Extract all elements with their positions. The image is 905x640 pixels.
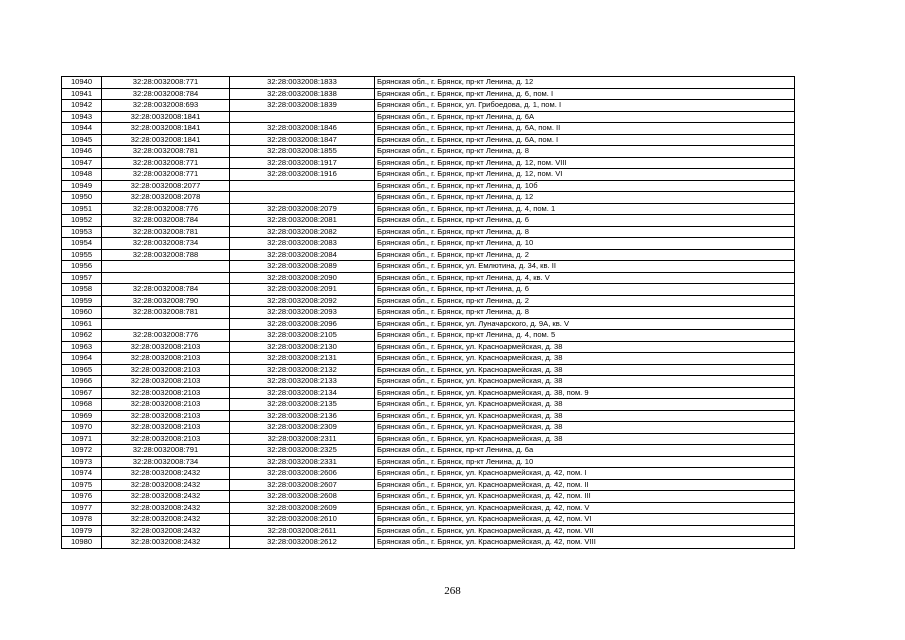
table-row <box>62 77 795 89</box>
table-row <box>62 307 795 319</box>
object-cadastral-cell: 32:28:0032008:2612 <box>230 537 375 549</box>
parcel-cadastral-cell: 32:28:0032008:790 <box>102 295 230 307</box>
row-number-cell: 10955 <box>62 249 102 261</box>
address-cell: Брянская обл., г. Брянск, пр-кт Ленина, д. 8 <box>375 226 795 238</box>
address-cell: Брянская обл., г. Брянск, пр-кт Ленина, д. 2 <box>375 295 795 307</box>
parcel-cadastral-cell: 32:28:0032008:2103 <box>102 341 230 353</box>
row-number-cell: 10980 <box>62 537 102 549</box>
parcel-cadastral-cell <box>102 261 230 273</box>
object-cadastral-cell <box>230 192 375 204</box>
address-cell: Брянская обл., г. Брянск, ул. Луначарского, д. 9А, кв. V <box>375 318 795 330</box>
table-row <box>62 192 795 204</box>
object-cadastral-cell: 32:28:0032008:2610 <box>230 514 375 526</box>
address-cell: Брянская обл., г. Брянск, пр-кт Ленина, д. 4, пом. 5 <box>375 330 795 342</box>
table-row <box>62 399 795 411</box>
table-row <box>62 157 795 169</box>
object-cadastral-cell: 32:28:0032008:1839 <box>230 100 375 112</box>
parcel-cadastral-cell: 32:28:0032008:1841 <box>102 111 230 123</box>
parcel-cadastral-cell <box>102 272 230 284</box>
row-number-cell: 10972 <box>62 445 102 457</box>
row-number-cell: 10948 <box>62 169 102 181</box>
address-cell: Брянская обл., г. Брянск, пр-кт Ленина, д. 2 <box>375 249 795 261</box>
address-cell: Брянская обл., г. Брянск, ул. Красноармейская, д. 42, пом. III <box>375 491 795 503</box>
row-number-cell: 10940 <box>62 77 102 89</box>
parcel-cadastral-cell: 32:28:0032008:788 <box>102 249 230 261</box>
address-cell: Брянская обл., г. Брянск, ул. Красноармейская, д. 38 <box>375 376 795 388</box>
object-cadastral-cell: 32:28:0032008:1916 <box>230 169 375 181</box>
parcel-cadastral-cell: 32:28:0032008:2103 <box>102 399 230 411</box>
address-cell: Брянская обл., г. Брянск, пр-кт Ленина, д. 6а <box>375 445 795 457</box>
row-number-cell: 10974 <box>62 468 102 480</box>
address-cell: Брянская обл., г. Брянск, ул. Красноармейская, д. 38 <box>375 364 795 376</box>
parcel-cadastral-cell: 32:28:0032008:2432 <box>102 514 230 526</box>
table-row <box>62 341 795 353</box>
parcel-cadastral-cell: 32:28:0032008:776 <box>102 203 230 215</box>
address-cell: Брянская обл., г. Брянск, пр-кт Ленина, д. 8 <box>375 146 795 158</box>
row-number-cell: 10951 <box>62 203 102 215</box>
address-cell: Брянская обл., г. Брянск, пр-кт Ленина, д. 12, пом. VI <box>375 169 795 181</box>
object-cadastral-cell: 32:28:0032008:2131 <box>230 353 375 365</box>
parcel-cadastral-cell: 32:28:0032008:2432 <box>102 479 230 491</box>
object-cadastral-cell: 32:28:0032008:2084 <box>230 249 375 261</box>
parcel-cadastral-cell: 32:28:0032008:2103 <box>102 376 230 388</box>
object-cadastral-cell: 32:28:0032008:2331 <box>230 456 375 468</box>
table-row <box>62 111 795 123</box>
address-cell: Брянская обл., г. Брянск, пр-кт Ленина, д. 6А, пом. II <box>375 123 795 135</box>
address-cell: Брянская обл., г. Брянск, ул. Красноармейская, д. 42, пом. VI <box>375 514 795 526</box>
row-number-cell: 10971 <box>62 433 102 445</box>
object-cadastral-cell: 32:28:0032008:2105 <box>230 330 375 342</box>
row-number-cell: 10969 <box>62 410 102 422</box>
parcel-cadastral-cell: 32:28:0032008:2077 <box>102 180 230 192</box>
object-cadastral-cell: 32:28:0032008:2311 <box>230 433 375 445</box>
object-cadastral-cell: 32:28:0032008:2092 <box>230 295 375 307</box>
row-number-cell: 10944 <box>62 123 102 135</box>
row-number-cell: 10977 <box>62 502 102 514</box>
object-cadastral-cell: 32:28:0032008:2608 <box>230 491 375 503</box>
table-row <box>62 525 795 537</box>
address-cell: Брянская обл., г. Брянск, ул. Емлютина, д. 34, кв. II <box>375 261 795 273</box>
address-cell: Брянская обл., г. Брянск, ул. Красноармейская, д. 38 <box>375 410 795 422</box>
object-cadastral-cell: 32:28:0032008:2082 <box>230 226 375 238</box>
object-cadastral-cell: 32:28:0032008:1838 <box>230 88 375 100</box>
row-number-cell: 10968 <box>62 399 102 411</box>
table-row <box>62 318 795 330</box>
address-cell: Брянская обл., г. Брянск, ул. Красноармейская, д. 42, пом. V <box>375 502 795 514</box>
table-row <box>62 226 795 238</box>
row-number-cell: 10967 <box>62 387 102 399</box>
parcel-cadastral-cell: 32:28:0032008:2432 <box>102 468 230 480</box>
parcel-cadastral-cell: 32:28:0032008:734 <box>102 456 230 468</box>
object-cadastral-cell: 32:28:0032008:1855 <box>230 146 375 158</box>
parcel-cadastral-cell: 32:28:0032008:2432 <box>102 491 230 503</box>
row-number-cell: 10964 <box>62 353 102 365</box>
parcel-cadastral-cell: 32:28:0032008:771 <box>102 169 230 181</box>
table-row <box>62 215 795 227</box>
row-number-cell: 10945 <box>62 134 102 146</box>
table-row <box>62 169 795 181</box>
table-row <box>62 100 795 112</box>
table-row <box>62 330 795 342</box>
table-row <box>62 376 795 388</box>
object-cadastral-cell: 32:28:0032008:2130 <box>230 341 375 353</box>
object-cadastral-cell: 32:28:0032008:2091 <box>230 284 375 296</box>
object-cadastral-cell: 32:28:0032008:1917 <box>230 157 375 169</box>
table-row <box>62 410 795 422</box>
object-cadastral-cell: 32:28:0032008:1846 <box>230 123 375 135</box>
object-cadastral-cell: 32:28:0032008:1847 <box>230 134 375 146</box>
address-cell: Брянская обл., г. Брянск, ул. Красноармейская, д. 42, пом. II <box>375 479 795 491</box>
address-cell: Брянская обл., г. Брянск, ул. Грибоедова, д. 1, пом. I <box>375 100 795 112</box>
object-cadastral-cell: 32:28:0032008:2609 <box>230 502 375 514</box>
object-cadastral-cell: 32:28:0032008:1833 <box>230 77 375 89</box>
row-number-cell: 10961 <box>62 318 102 330</box>
row-number-cell: 10953 <box>62 226 102 238</box>
table-row <box>62 146 795 158</box>
row-number-cell: 10965 <box>62 364 102 376</box>
row-number-cell: 10963 <box>62 341 102 353</box>
table-row <box>62 353 795 365</box>
parcel-cadastral-cell: 32:28:0032008:771 <box>102 157 230 169</box>
address-cell: Брянская обл., г. Брянск, ул. Красноармейская, д. 38 <box>375 341 795 353</box>
address-cell: Брянская обл., г. Брянск, пр-кт Ленина, д. 6А, пом. I <box>375 134 795 146</box>
parcel-cadastral-cell: 32:28:0032008:2432 <box>102 525 230 537</box>
row-number-cell: 10976 <box>62 491 102 503</box>
row-number-cell: 10966 <box>62 376 102 388</box>
object-cadastral-cell <box>230 180 375 192</box>
table-row <box>62 203 795 215</box>
parcel-cadastral-cell: 32:28:0032008:771 <box>102 77 230 89</box>
object-cadastral-cell: 32:28:0032008:2135 <box>230 399 375 411</box>
address-cell: Брянская обл., г. Брянск, ул. Красноармейская, д. 38 <box>375 422 795 434</box>
row-number-cell: 10979 <box>62 525 102 537</box>
table-row <box>62 284 795 296</box>
row-number-cell: 10941 <box>62 88 102 100</box>
object-cadastral-cell: 32:28:0032008:2133 <box>230 376 375 388</box>
parcel-cadastral-cell: 32:28:0032008:2103 <box>102 387 230 399</box>
parcel-cadastral-cell: 32:28:0032008:1841 <box>102 123 230 135</box>
address-cell: Брянская обл., г. Брянск, пр-кт Ленина, д. 10 <box>375 238 795 250</box>
address-cell: Брянская обл., г. Брянск, ул. Красноармейская, д. 42, пом. VII <box>375 525 795 537</box>
address-cell: Брянская обл., г. Брянск, пр-кт Ленина, д. 6 <box>375 215 795 227</box>
parcel-cadastral-cell: 32:28:0032008:781 <box>102 226 230 238</box>
parcel-cadastral-cell: 32:28:0032008:734 <box>102 238 230 250</box>
page-number: 268 <box>444 585 461 597</box>
parcel-cadastral-cell: 32:28:0032008:2432 <box>102 537 230 549</box>
address-cell: Брянская обл., г. Брянск, ул. Красноармейская, д. 42, пом. VIII <box>375 537 795 549</box>
address-cell: Брянская обл., г. Брянск, пр-кт Ленина, д. 4, пом. 1 <box>375 203 795 215</box>
table-row <box>62 134 795 146</box>
object-cadastral-cell: 32:28:0032008:2606 <box>230 468 375 480</box>
address-cell: Брянская обл., г. Брянск, пр-кт Ленина, д. 10б <box>375 180 795 192</box>
address-cell: Брянская обл., г. Брянск, пр-кт Ленина, д. 6А <box>375 111 795 123</box>
row-number-cell: 10962 <box>62 330 102 342</box>
table-body <box>62 77 795 549</box>
table-row <box>62 433 795 445</box>
table-row <box>62 491 795 503</box>
row-number-cell: 10949 <box>62 180 102 192</box>
row-number-cell: 10947 <box>62 157 102 169</box>
parcel-cadastral-cell: 32:28:0032008:781 <box>102 307 230 319</box>
parcel-cadastral-cell: 32:28:0032008:2103 <box>102 410 230 422</box>
address-cell: Брянская обл., г. Брянск, пр-кт Ленина, д. 4, кв. V <box>375 272 795 284</box>
table-row <box>62 422 795 434</box>
parcel-cadastral-cell: 32:28:0032008:2103 <box>102 422 230 434</box>
address-cell: Брянская обл., г. Брянск, пр-кт Ленина, д. 8 <box>375 307 795 319</box>
table-row <box>62 514 795 526</box>
row-number-cell: 10952 <box>62 215 102 227</box>
table-row <box>62 502 795 514</box>
row-number-cell: 10975 <box>62 479 102 491</box>
parcel-cadastral-cell: 32:28:0032008:1841 <box>102 134 230 146</box>
object-cadastral-cell: 32:28:0032008:2325 <box>230 445 375 457</box>
address-cell: Брянская обл., г. Брянск, пр-кт Ленина, д. 10 <box>375 456 795 468</box>
row-number-cell: 10946 <box>62 146 102 158</box>
row-number-cell: 10942 <box>62 100 102 112</box>
row-number-cell: 10954 <box>62 238 102 250</box>
parcel-cadastral-cell: 32:28:0032008:2103 <box>102 433 230 445</box>
table-row <box>62 445 795 457</box>
parcel-cadastral-cell: 32:28:0032008:784 <box>102 215 230 227</box>
table-row <box>62 479 795 491</box>
parcel-cadastral-cell: 32:28:0032008:784 <box>102 284 230 296</box>
parcel-cadastral-cell: 32:28:0032008:2432 <box>102 502 230 514</box>
row-number-cell: 10958 <box>62 284 102 296</box>
object-cadastral-cell: 32:28:0032008:2083 <box>230 238 375 250</box>
object-cadastral-cell: 32:28:0032008:2081 <box>230 215 375 227</box>
address-cell: Брянская обл., г. Брянск, ул. Красноармейская, д. 38 <box>375 353 795 365</box>
cadastral-table <box>61 76 795 549</box>
parcel-cadastral-cell: 32:28:0032008:2103 <box>102 353 230 365</box>
address-cell: Брянская обл., г. Брянск, пр-кт Ленина, д. 12 <box>375 192 795 204</box>
table-row <box>62 295 795 307</box>
address-cell: Брянская обл., г. Брянск, ул. Красноармейская, д. 38, пом. 9 <box>375 387 795 399</box>
row-number-cell: 10956 <box>62 261 102 273</box>
row-number-cell: 10970 <box>62 422 102 434</box>
address-cell: Брянская обл., г. Брянск, ул. Красноармейская, д. 38 <box>375 433 795 445</box>
table-row <box>62 180 795 192</box>
object-cadastral-cell: 32:28:0032008:2607 <box>230 479 375 491</box>
parcel-cadastral-cell: 32:28:0032008:791 <box>102 445 230 457</box>
table-row <box>62 456 795 468</box>
parcel-cadastral-cell: 32:28:0032008:781 <box>102 146 230 158</box>
parcel-cadastral-cell: 32:28:0032008:2078 <box>102 192 230 204</box>
parcel-cadastral-cell: 32:28:0032008:693 <box>102 100 230 112</box>
address-cell: Брянская обл., г. Брянск, пр-кт Ленина, д. 12, пом. VIII <box>375 157 795 169</box>
address-cell: Брянская обл., г. Брянск, пр-кт Ленина, д. 12 <box>375 77 795 89</box>
object-cadastral-cell: 32:28:0032008:2309 <box>230 422 375 434</box>
parcel-cadastral-cell <box>102 318 230 330</box>
row-number-cell: 10950 <box>62 192 102 204</box>
object-cadastral-cell: 32:28:0032008:2134 <box>230 387 375 399</box>
parcel-cadastral-cell: 32:28:0032008:2103 <box>102 364 230 376</box>
address-cell: Брянская обл., г. Брянск, пр-кт Ленина, д. 6 <box>375 284 795 296</box>
object-cadastral-cell: 32:28:0032008:2093 <box>230 307 375 319</box>
object-cadastral-cell: 32:28:0032008:2090 <box>230 272 375 284</box>
table-row <box>62 238 795 250</box>
row-number-cell: 10973 <box>62 456 102 468</box>
row-number-cell: 10959 <box>62 295 102 307</box>
table-row <box>62 364 795 376</box>
object-cadastral-cell: 32:28:0032008:2611 <box>230 525 375 537</box>
table-row <box>62 272 795 284</box>
address-cell: Брянская обл., г. Брянск, ул. Красноармейская, д. 38 <box>375 399 795 411</box>
object-cadastral-cell: 32:28:0032008:2089 <box>230 261 375 273</box>
object-cadastral-cell: 32:28:0032008:2132 <box>230 364 375 376</box>
parcel-cadastral-cell: 32:28:0032008:784 <box>102 88 230 100</box>
row-number-cell: 10943 <box>62 111 102 123</box>
row-number-cell: 10960 <box>62 307 102 319</box>
table-row <box>62 261 795 273</box>
table-row <box>62 123 795 135</box>
table-row <box>62 387 795 399</box>
table-row <box>62 88 795 100</box>
row-number-cell: 10978 <box>62 514 102 526</box>
object-cadastral-cell: 32:28:0032008:2136 <box>230 410 375 422</box>
table-row <box>62 537 795 549</box>
object-cadastral-cell: 32:28:0032008:2096 <box>230 318 375 330</box>
parcel-cadastral-cell: 32:28:0032008:776 <box>102 330 230 342</box>
object-cadastral-cell: 32:28:0032008:2079 <box>230 203 375 215</box>
address-cell: Брянская обл., г. Брянск, ул. Красноармейская, д. 42, пом. I <box>375 468 795 480</box>
table-row <box>62 249 795 261</box>
object-cadastral-cell <box>230 111 375 123</box>
row-number-cell: 10957 <box>62 272 102 284</box>
address-cell: Брянская обл., г. Брянск, пр-кт Ленина, д. 6, пом. I <box>375 88 795 100</box>
table-row <box>62 468 795 480</box>
